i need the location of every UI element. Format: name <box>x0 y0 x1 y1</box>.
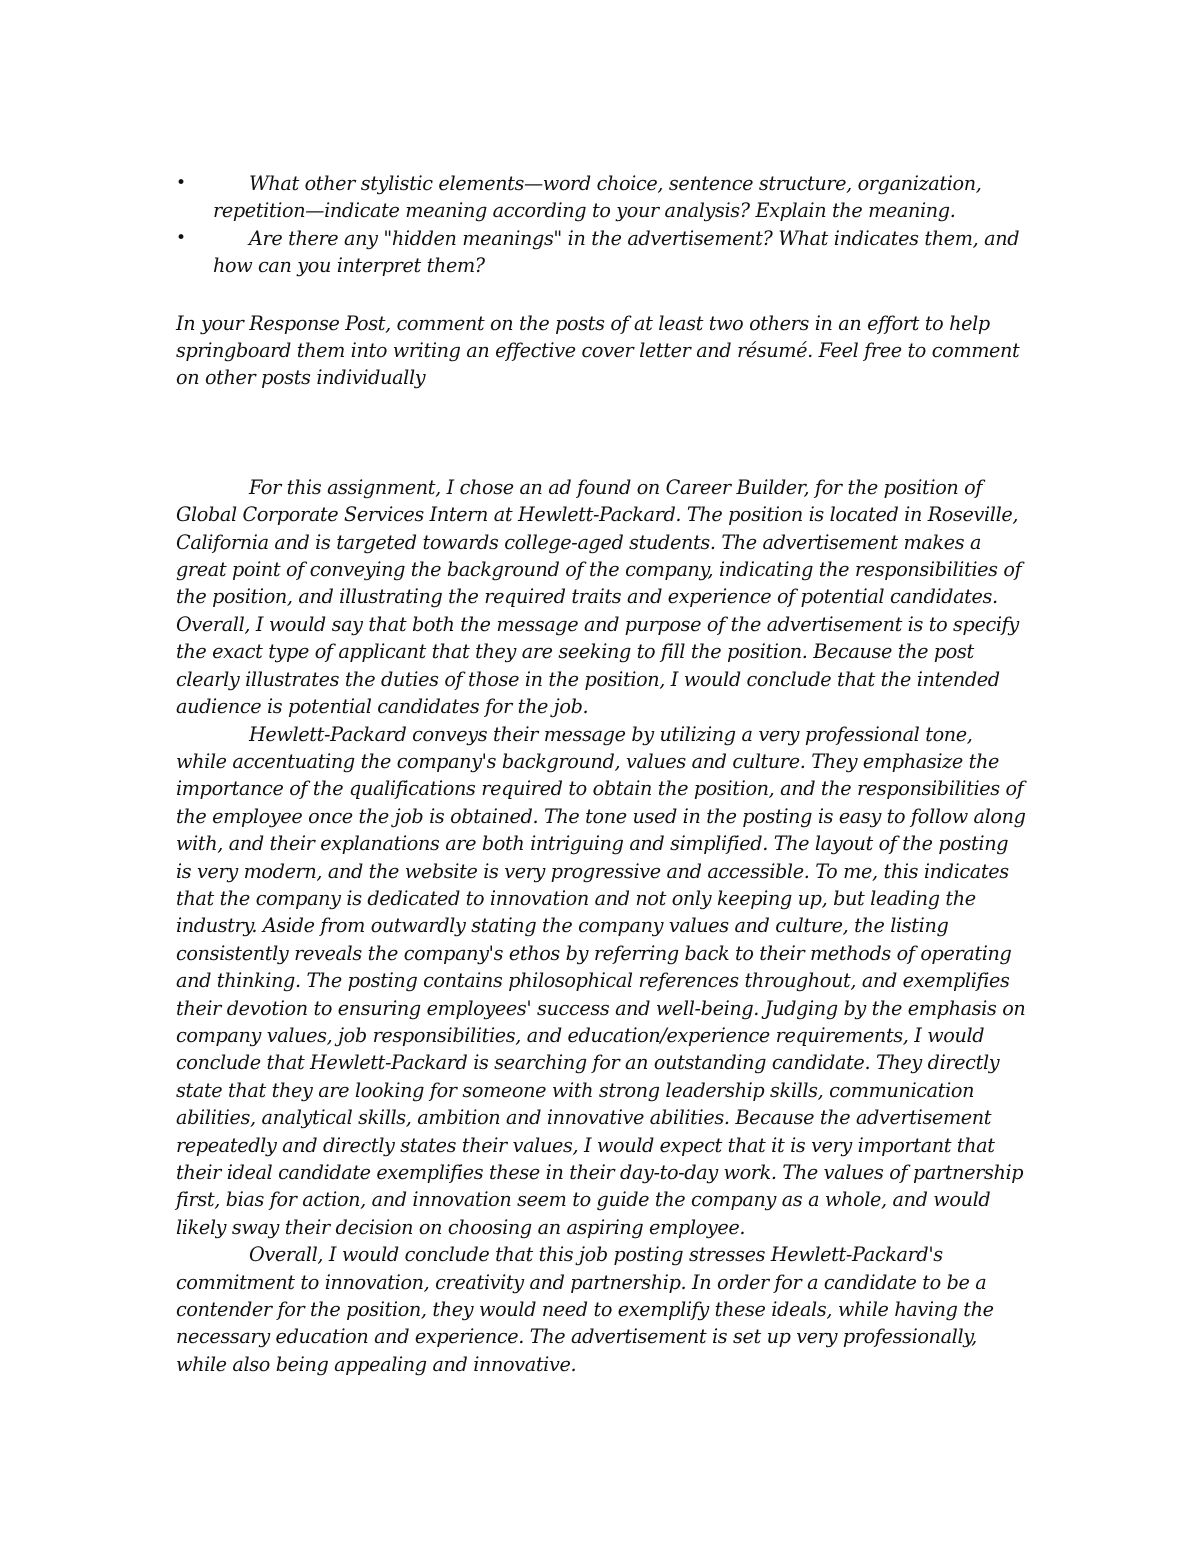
response-instruction: In your Response Post, comment on the posts of at least two others in an effort to help springboard them into writing an effective cover letter and résumé. Feel free to comment on other posts individually <box>176 311 1020 390</box>
essay <box>176 474 1026 1378</box>
essay-paragraph-1: For this assignment, I chose an ad found on Career Builder, for the position of Global Corporate Services Intern at Hewlett-Packard. The position is located in Roseville, California and is targeted towards college-aged students. The advertisement makes a great point of conveying the background of the company, indicating the responsibilities of the position, and illustrating the required traits and experience of potential candidates. Overall, I would say that both the message and purpose of the advertisement is to specify the exact type of applicant that they are seeking to fill the position. Because the post clearly illustrates the duties of those in the position, I would conclude that the intended audience is potential candidates for the job. <box>176 475 1022 719</box>
question-list-item <box>176 170 1026 225</box>
question-text: What other stylistic elements—word choice, sentence structure, organization, repetition—indicate meaning according to your analysis? Explain the meaning. <box>213 172 982 223</box>
bullet-icon: • <box>176 173 186 193</box>
essay-paragraph-3: Overall, I would conclude that this job posting stresses Hewlett-Packard's commitment to innovation, creativity and partnership. In order for a candidate to be a contender for the position, they would need to exemplify these ideals, while having the necessary education and experience. The advertisement is set up very professionally, while also being appealing and innovative. <box>176 1243 994 1376</box>
question-list-item <box>176 225 1026 280</box>
document-body <box>176 170 1026 1378</box>
bullet-icon: • <box>176 227 186 248</box>
question-list <box>176 170 1026 280</box>
essay-paragraph-2: Hewlett-Packard conveys their message by utilizing a very professional tone, while accentuating the company's background, values and culture. They emphasize the importance of the qualifications required to obtain the position, and the responsibilities of the employee once the job is obtained. The tone used in the posting is easy to follow along with, and their explanations are both intriguing and simplified. The layout of the posting is very modern, and the website is very progressive and accessible. To me, this indicates that the company is dedicated to innovation and not only keeping up, but leading the industry. Aside from outwardly stating the company values and culture, the listing consistently reveals the company's ethos by referring back to their methods of operating and thinking. The posting contains philosophical references throughout, and exemplifies their devotion to ensuring employees' success and well-being. Judging by the emphasis on company values, job responsibilities, and education/experience requirements, I would conclude that Hewlett-Packard is searching for an outstanding candidate. They directly state that they are looking for someone with strong leadership skills, communication abilities, analytical skills, ambition and innovative abilities. Because the advertisement repeatedly and directly states their values, I would expect that it is very important that their ideal candidate exemplifies these in their day-to-day work. The values of partnership first, bias for action, and innovation seem to guide the company as a whole, and would likely sway their decision on choosing an aspiring employee. <box>176 722 1026 1239</box>
question-text: Are there any "hidden meanings" in the advertisement? What indicates them, and how can you interpret them? <box>213 226 1020 278</box>
